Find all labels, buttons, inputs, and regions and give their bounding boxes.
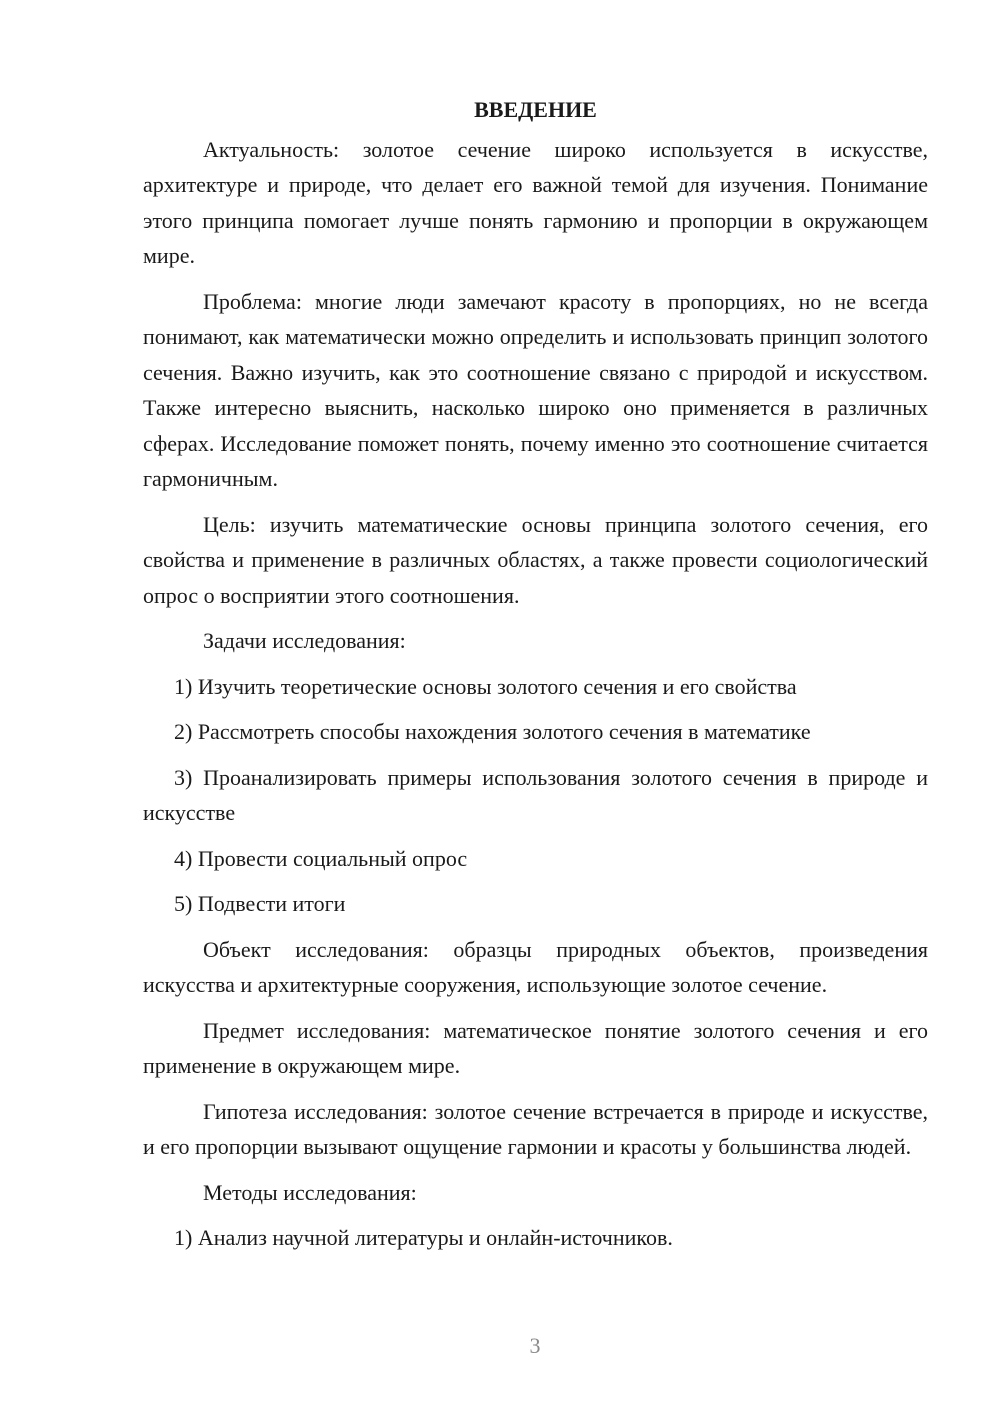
page-number: 3 bbox=[529, 1333, 541, 1358]
paragraph-methods-heading: Методы исследования: bbox=[203, 1179, 417, 1205]
paragraph-relevance: Актуальность: золотое сечение широко используется в искусстве, архитектуре и природе, что делает его важной темой для изучения. Понимание этого принципа помогает лучше понять гармонию и пропорции в окружающем мире. bbox=[143, 136, 928, 268]
paragraph-goal: Цель: изучить математические основы принципа золотого сечения, его свойства и применение в различных областях, а также провести социологический опрос о восприятии этого соотношения. bbox=[143, 511, 928, 608]
paragraph-tasks-heading: Задачи исследования: bbox=[203, 628, 406, 653]
paragraph-hypothesis: Гипотеза исследования: золотое сечение встречается в природе и искусстве, и его пропорции вызывают ощущение гармонии и красоты у большинства людей. bbox=[143, 1098, 928, 1159]
paragraph-object: Объект исследования: образцы природных объектов, произведения искусства и архитектурные сооружения, использующие золотое сечение. bbox=[143, 936, 928, 997]
section-title: ВВЕДЕНИЕ bbox=[474, 97, 597, 122]
paragraph-problem: Проблема: многие люди замечают красоту в пропорциях, но не всегда понимают, как математически можно определить и использовать принцип золотого сечения. Важно изучить, как это соотношение связано с природой и искусством. Также интересно выяснить, насколько широко оно применяется в различных сферах. Исследование поможет понять, почему именно это соотношение считается гармоничным. bbox=[143, 288, 928, 491]
list-item-task-2: 2) Рассмотреть способы нахождения золотого сечения в математике bbox=[174, 719, 811, 744]
document-page bbox=[143, 92, 928, 1266]
list-item-task-3: 3) Проанализировать примеры использования золотого сечения в природе и искусстве bbox=[143, 764, 928, 825]
paragraph-subject: Предмет исследования: математическое понятие золотого сечения и его применение в окружающем мире. bbox=[143, 1017, 928, 1078]
list-item-task-4: 4) Провести социальный опрос bbox=[174, 845, 468, 871]
list-item-method-1: 1) Анализ научной литературы и онлайн-источников. bbox=[174, 1225, 673, 1250]
list-item-task-5: 5) Подвести итоги bbox=[174, 891, 346, 916]
list-item-task-1: 1) Изучить теоретические основы золотого сечения и его свойства bbox=[174, 673, 797, 699]
